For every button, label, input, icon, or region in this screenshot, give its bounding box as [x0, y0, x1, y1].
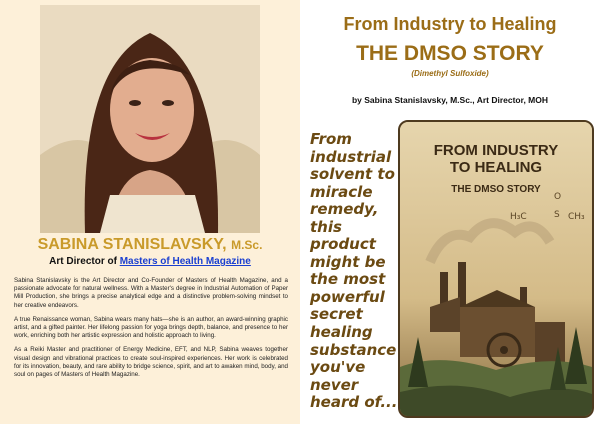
book-cover-title-line: FROM INDUSTRY: [433, 142, 559, 159]
book-cover-title: [400, 142, 592, 177]
author-name: [0, 236, 300, 254]
formula-methyl-left: H₃C: [510, 212, 527, 222]
article-tagline: From industrial solvent to miracle remedy, this product might be the most powerful secret healing substance you've never heard of...: [310, 130, 398, 412]
book-cover-title-line: TO HEALING: [449, 159, 543, 177]
book-cover: [398, 120, 594, 418]
author-bio: [14, 277, 288, 385]
article-title-main: THE DMSO STORY: [356, 42, 544, 65]
bio-paragraph: Sabina Stanislavsky is the Art Director and Co-Founder of Masters of Health Magazine, and a passionate advocate for natural wellness. With a Master's degree in Industrial Automation of Paper Mill Production, she brings a precise analytical edge and a distinctive problem-solving mindset to her creative endeavors.: [14, 277, 288, 309]
formula-sulfur: S: [554, 210, 560, 220]
bio-paragraph: A true Renaissance woman, Sabina wears many hats—she is an author, an award-winning graphic artist, and a gifted painter. Her lifelong passion for yoga brings depth, balance, and presence to her work, enriching both her artistic expression and holistic approach to living.: [14, 315, 288, 340]
article-subtitle: (Dimethyl Sulfoxide): [411, 69, 489, 78]
book-cover-subtitle: THE DMSO STORY: [451, 184, 541, 195]
dmso-formula: [510, 192, 590, 234]
formula-oxygen: O: [554, 192, 562, 202]
role-prefix: Art Director of: [49, 256, 120, 267]
author-portrait: [40, 5, 260, 233]
magazine-link[interactable]: Masters of Health Magazine: [119, 256, 251, 267]
bio-paragraph: As a Reiki Master and practitioner of Energy Medicine, EFT, and NLP, Sabina weaves together visual design and vibrational practices to create soul-inspired experiences. Her work is celebrated for its innovation, beauty, and rare ability to bridge science, spirit, and art to awaken mind, body, and soul on pages of Masters of Health Magazine.: [14, 346, 288, 378]
author-degree: M.Sc.: [231, 238, 263, 252]
author-name-text: SABINA STANISLAVSKY,: [37, 236, 227, 253]
article-title: From Industry to Healing: [343, 14, 557, 34]
formula-methyl-right: CH₃: [568, 212, 585, 222]
author-role: [0, 256, 300, 267]
article-byline: by Sabina Stanislavsky, M.Sc., Art Director, MOH: [351, 95, 549, 105]
